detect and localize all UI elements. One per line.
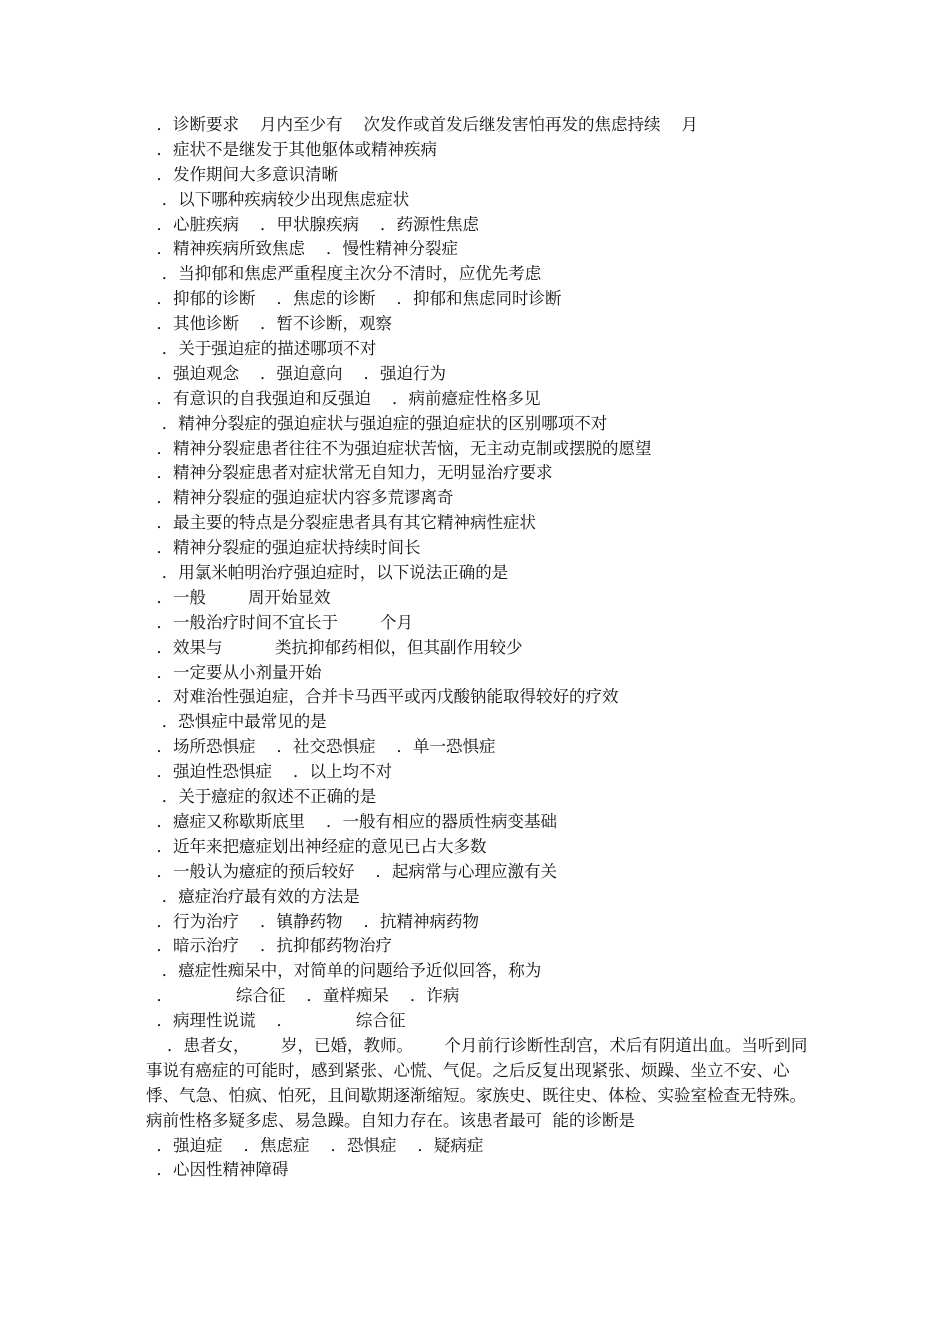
text-line: ．癔症性痴呆中，对简单的问题给予近似回答，称为 xyxy=(146,961,542,981)
text-line: ．发作期间大多意识清晰 xyxy=(146,164,338,184)
text-line: ．精神疾病所致焦虑 ．慢性精神分裂症 xyxy=(146,239,458,259)
text-line: ．一般治疗时间不宜长于 个月 xyxy=(146,612,413,632)
text-line: ．最主要的特点是分裂症患者具有其它精神病性症状 xyxy=(146,513,536,533)
document-body xyxy=(146,113,816,1183)
case-paragraph: ．患者女， 岁，已婚，教师。 个月前行诊断性刮宫，术后有阴道出血。当听到同事说有癌症的可能时，感到紧张、心慌、气促。之后反复出现紧张、烦躁、坐立不安、心悸、气急、怕疯、怕死，且间歇期逐渐缩短。家族史、既往史、体检、实验室检查无特殊。病前性格多疑多虑、易急躁。自知力存在。该患者最可 能的诊断是 xyxy=(146,1035,808,1130)
text-line: ．心脏疾病 ．甲状腺疾病 ．药源性焦虑 xyxy=(146,214,479,234)
text-line: ．关于癔症的叙述不正确的是 xyxy=(146,787,377,807)
text-line: ．强迫观念 ．强迫意向 ．强迫行为 xyxy=(146,363,446,383)
text-line: ．一定要从小剂量开始 xyxy=(146,662,322,682)
text-line: ．有意识的自我强迫和反强迫 ．病前癔症性格多见 xyxy=(146,388,541,408)
text-line: ．一般 周开始显效 xyxy=(146,587,331,607)
text-line: ．以下哪种疾病较少出现焦虑症状 xyxy=(146,189,410,209)
text-line: ．精神分裂症的强迫症状内容多荒谬离奇 xyxy=(146,488,454,508)
text-line: ．癔症又称歇斯底里 ．一般有相应的器质性病变基础 xyxy=(146,811,557,831)
text-line: ．抑郁的诊断 ．焦虑的诊断 ．抑郁和焦虑同时诊断 xyxy=(146,289,562,309)
text-line: ．其他诊断 ．暂不诊断，观察 xyxy=(146,314,392,334)
text-line: ．强迫性恐惧症 ．以上均不对 xyxy=(146,762,392,782)
text-line: ．病理性说谎 ． 综合征 xyxy=(146,1011,406,1031)
text-line: ．精神分裂症的强迫症状与强迫症的强迫症状的区别哪项不对 xyxy=(146,413,608,433)
text-line: ．效果与 类抗抑郁药相似，但其副作用较少 xyxy=(146,637,523,657)
text-line: ．行为治疗 ．镇静药物 ．抗精神病药物 xyxy=(146,911,479,931)
question-lines xyxy=(146,113,816,1034)
text-line: ．一般认为癔症的预后较好 ．起病常与心理应激有关 xyxy=(146,861,557,881)
text-line: ．精神分裂症的强迫症状持续时间长 xyxy=(146,538,421,558)
text-line: ．心因性精神障碍 xyxy=(146,1160,289,1180)
text-line: ．强迫症 ．焦虑症 ．恐惧症 ．疑病症 xyxy=(146,1135,484,1155)
text-line: ．恐惧症中最常见的是 xyxy=(146,712,327,732)
text-line: ．诊断要求 月内至少有 次发作或首发后继发害怕再发的焦虑持续 月 xyxy=(146,115,698,134)
text-line: ．场所恐惧症 ．社交恐惧症 ．单一恐惧症 xyxy=(146,737,496,757)
text-line: ．对难治性强迫症，合并卡马西平或丙戊酸钠能取得较好的疗效 xyxy=(146,687,619,707)
text-line: ．暗示治疗 ．抗抑郁药物治疗 xyxy=(146,936,392,956)
answer-lines xyxy=(146,1134,816,1184)
text-line: ．精神分裂症患者对症状常无自知力，无明显治疗要求 xyxy=(146,463,553,483)
text-line: ．癔症治疗最有效的方法是 xyxy=(146,886,360,906)
text-line: ．症状不是继发于其他躯体或精神疾病 xyxy=(146,139,437,159)
text-line: ．精神分裂症患者往往不为强迫症状苦恼，无主动克制或摆脱的愿望 xyxy=(146,438,652,458)
text-line: ．近年来把癔症划出神经症的意见已占大多数 xyxy=(146,836,487,856)
text-line: ． 综合征 ．童样痴呆 ．诈病 xyxy=(146,986,460,1006)
text-line: ．当抑郁和焦虑严重程度主次分不清时，应优先考虑 xyxy=(146,264,542,284)
text-line: ．关于强迫症的描述哪项不对 xyxy=(146,339,377,359)
text-line: ．用氯米帕明治疗强迫症时，以下说法正确的是 xyxy=(146,563,509,583)
